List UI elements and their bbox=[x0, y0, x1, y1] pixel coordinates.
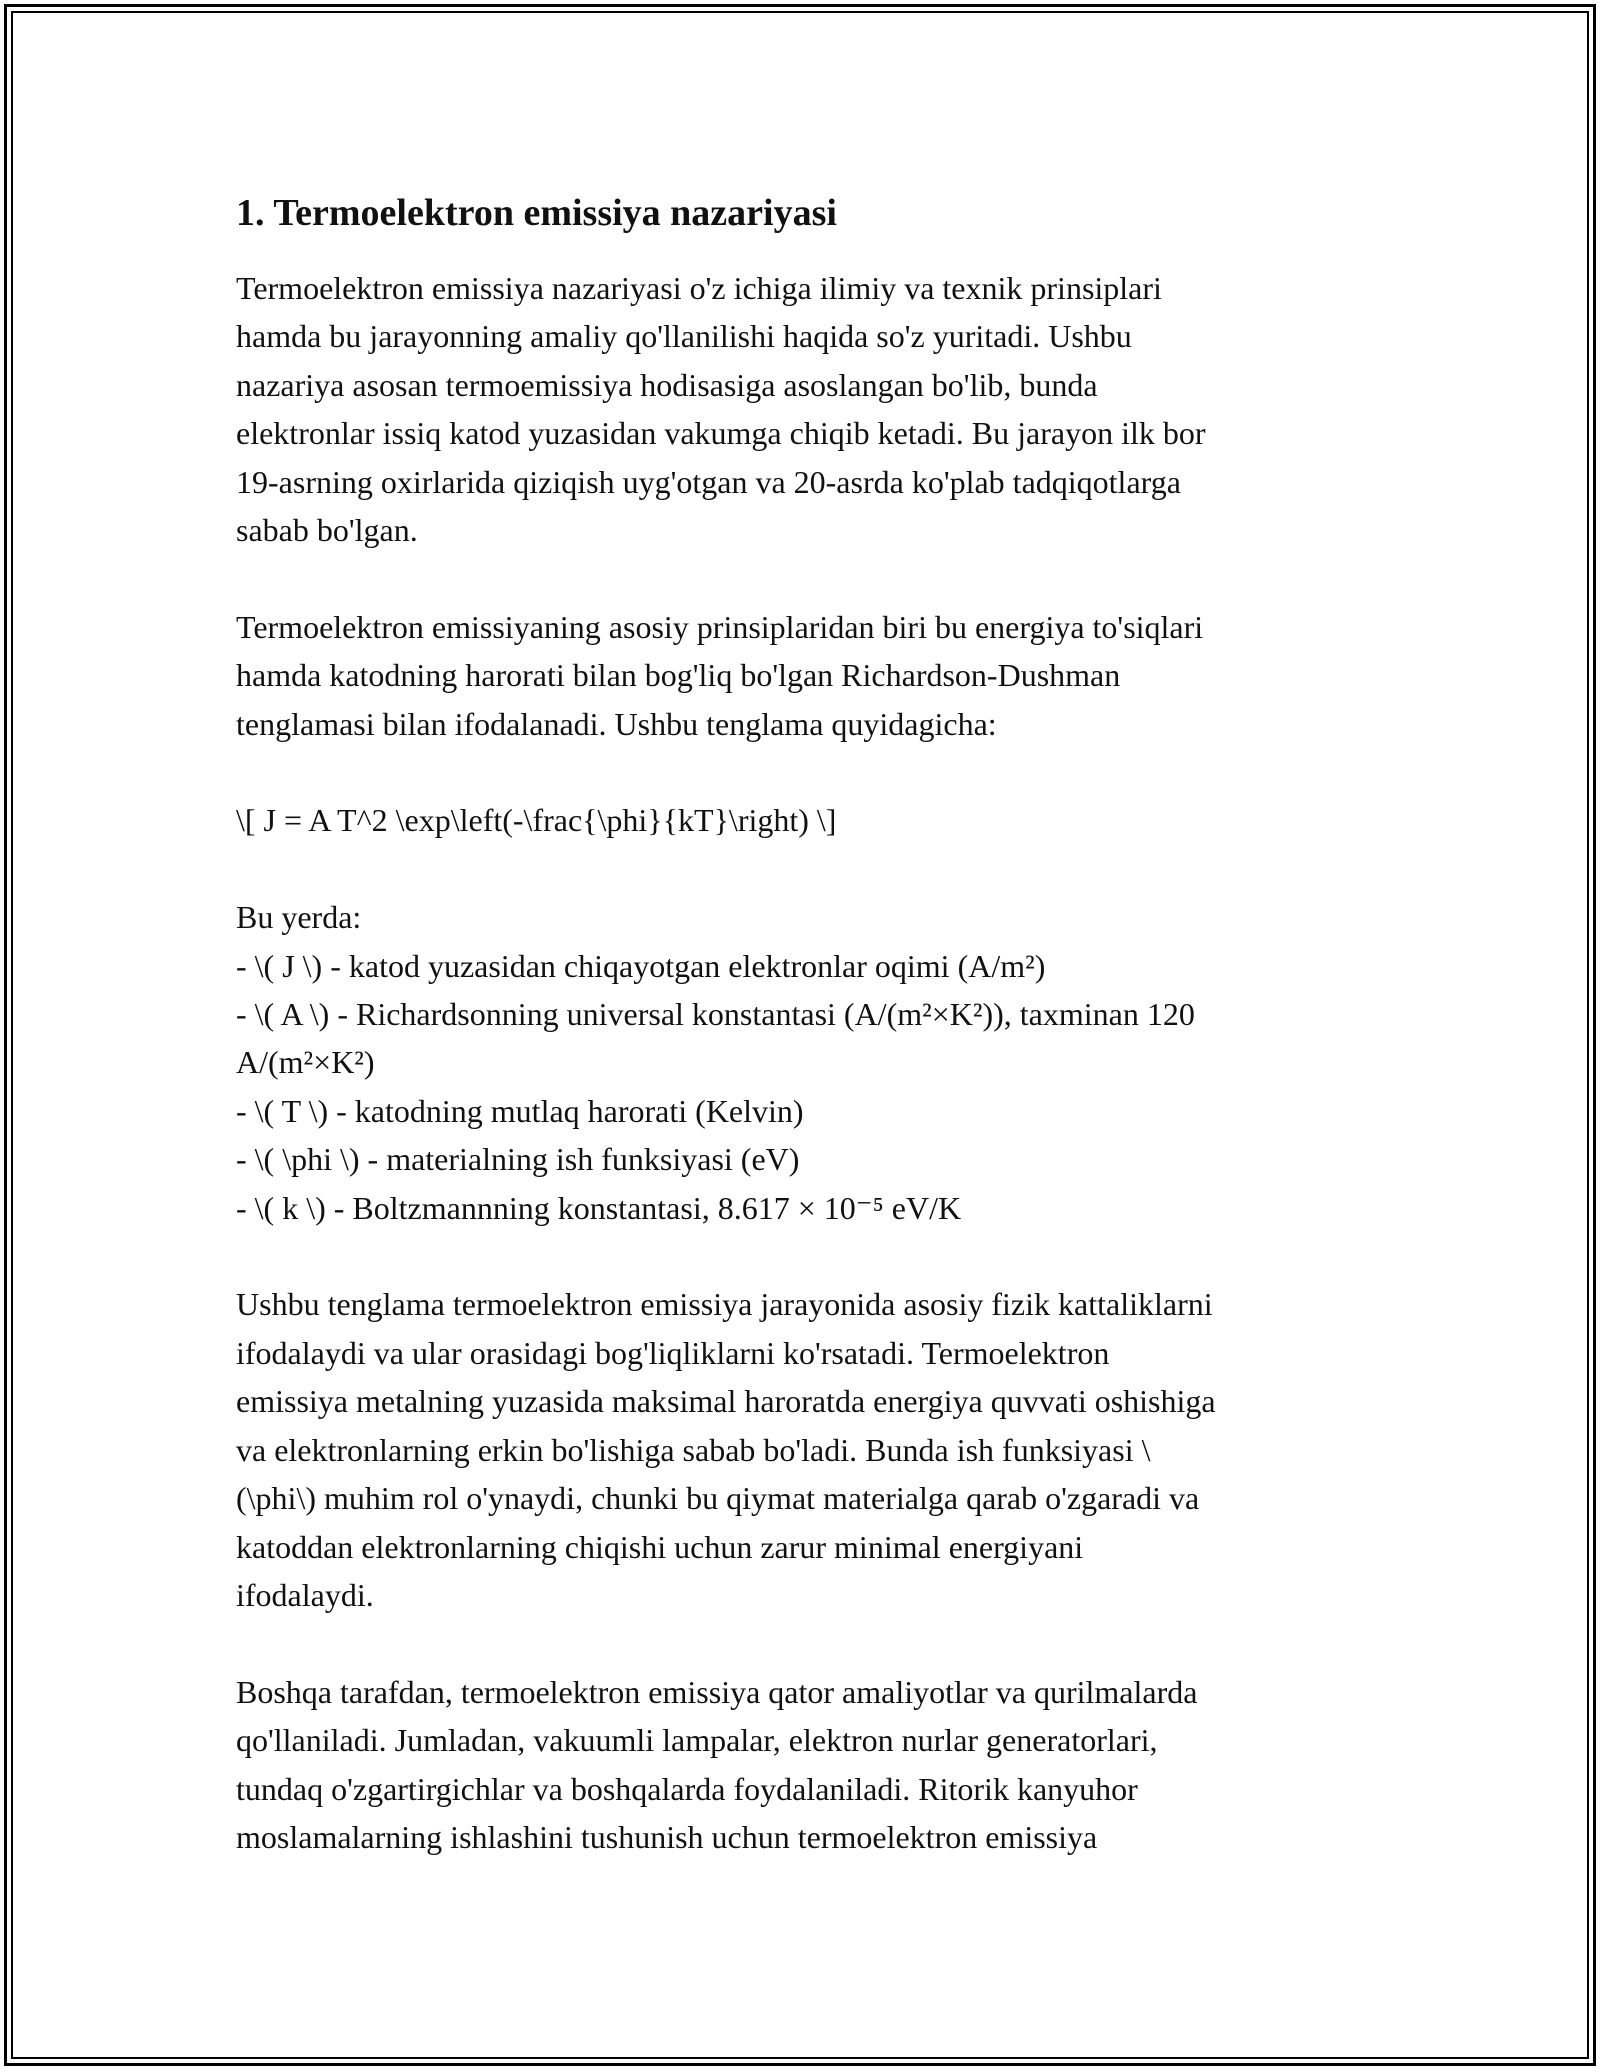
paragraph-spacer bbox=[236, 554, 1366, 602]
paragraph-spacer bbox=[236, 845, 1366, 893]
definition-a: - \( A \) - Richardsonning universal konstantasi (A/(m²×K²)), taxminan 120 A/(m²×K²) bbox=[236, 996, 1195, 1081]
paragraph-explanation: Ushbu tenglama termoelektron emissiya jarayonida asosiy fizik kattaliklarni ifodalaydi va ular orasidagi bog'liqliklarni ko'rsatadi. Termoelektron emissiya metalning yuzasida maksimal haroratda energiya quvvati oshishiga va elektronlarning erkin bo'lishiga sabab bo'ladi. Bunda ish funksiyasi \ (\phi\) muhim rol o'ynaydi, chunki bu qiymat materialga qarab o'zgaradi va katoddan elektronlarning chiqishi uchun zarur minimal energiyani ifodalaydi. bbox=[236, 1286, 1216, 1613]
paragraph-spacer bbox=[236, 1619, 1366, 1667]
paragraph-spacer bbox=[236, 748, 1366, 796]
equation-text: \[ J = A T^2 \exp\left(-\frac{\phi}{kT}\right) \] bbox=[236, 802, 837, 839]
paragraph-applications: Boshqa tarafdan, termoelektron emissiya qator amaliyotlar va qurilmalarda qo'llaniladi. Jumladan, vakuumli lampalar, elektron nurlar generatorlari, tundaq o'zgartirgichlar va boshqalarda foydalaniladi. Ritorik kanyuhor moslamalarning ishlashini tushunish uchun termoelektron emissiya bbox=[236, 1673, 1198, 1855]
paragraph-spacer bbox=[236, 1232, 1366, 1280]
paragraph-intro: Termoelektron emissiya nazariyasi o'z ichiga ilimiy va texnik prinsiplari hamda bu jarayonning amaliy qo'llanilishi haqida so'z yuritadi. Ushbu nazariya asosan termoemissiya hodisasiga asoslangan bo'lib, bunda elektronlar issiq katod yuzasidan vakumga chiqib ketadi. Bu jarayon ilk bor 19-asrning oxirlarida qiziqish uyg'otgan va 20-asrda ko'plab tadqiqotlarga sabab bo'lgan. bbox=[236, 270, 1206, 549]
definition-phi: - \( \phi \) - materialning ish funksiyasi (eV) bbox=[236, 1141, 800, 1178]
definition-k: - \( k \) - Boltzmannning konstantasi, 8.617 × 10⁻⁵ eV/K bbox=[236, 1189, 962, 1226]
definition-j: - \( J \) - katod yuzasidan chiqayotgan elektronlar oqimi (A/m²) bbox=[236, 947, 1046, 984]
document-body bbox=[236, 184, 1366, 1861]
definition-t: - \( T \) - katodning mutlaq harorati (Kelvin) bbox=[236, 1092, 804, 1129]
paragraph-richardson: Termoelektron emissiyaning asosiy prinsiplaridan biri bu energiya to'siqlari hamda katodning harorati bilan bog'liq bo'lgan Richardson-Dushman tenglamasi bilan ifodalanadi. Ushbu tenglama quyidagicha: bbox=[236, 608, 1204, 742]
section-heading: 1. Termoelektron emissiya nazariyasi bbox=[236, 192, 837, 234]
definitions-intro: Bu yerda: bbox=[236, 899, 362, 936]
